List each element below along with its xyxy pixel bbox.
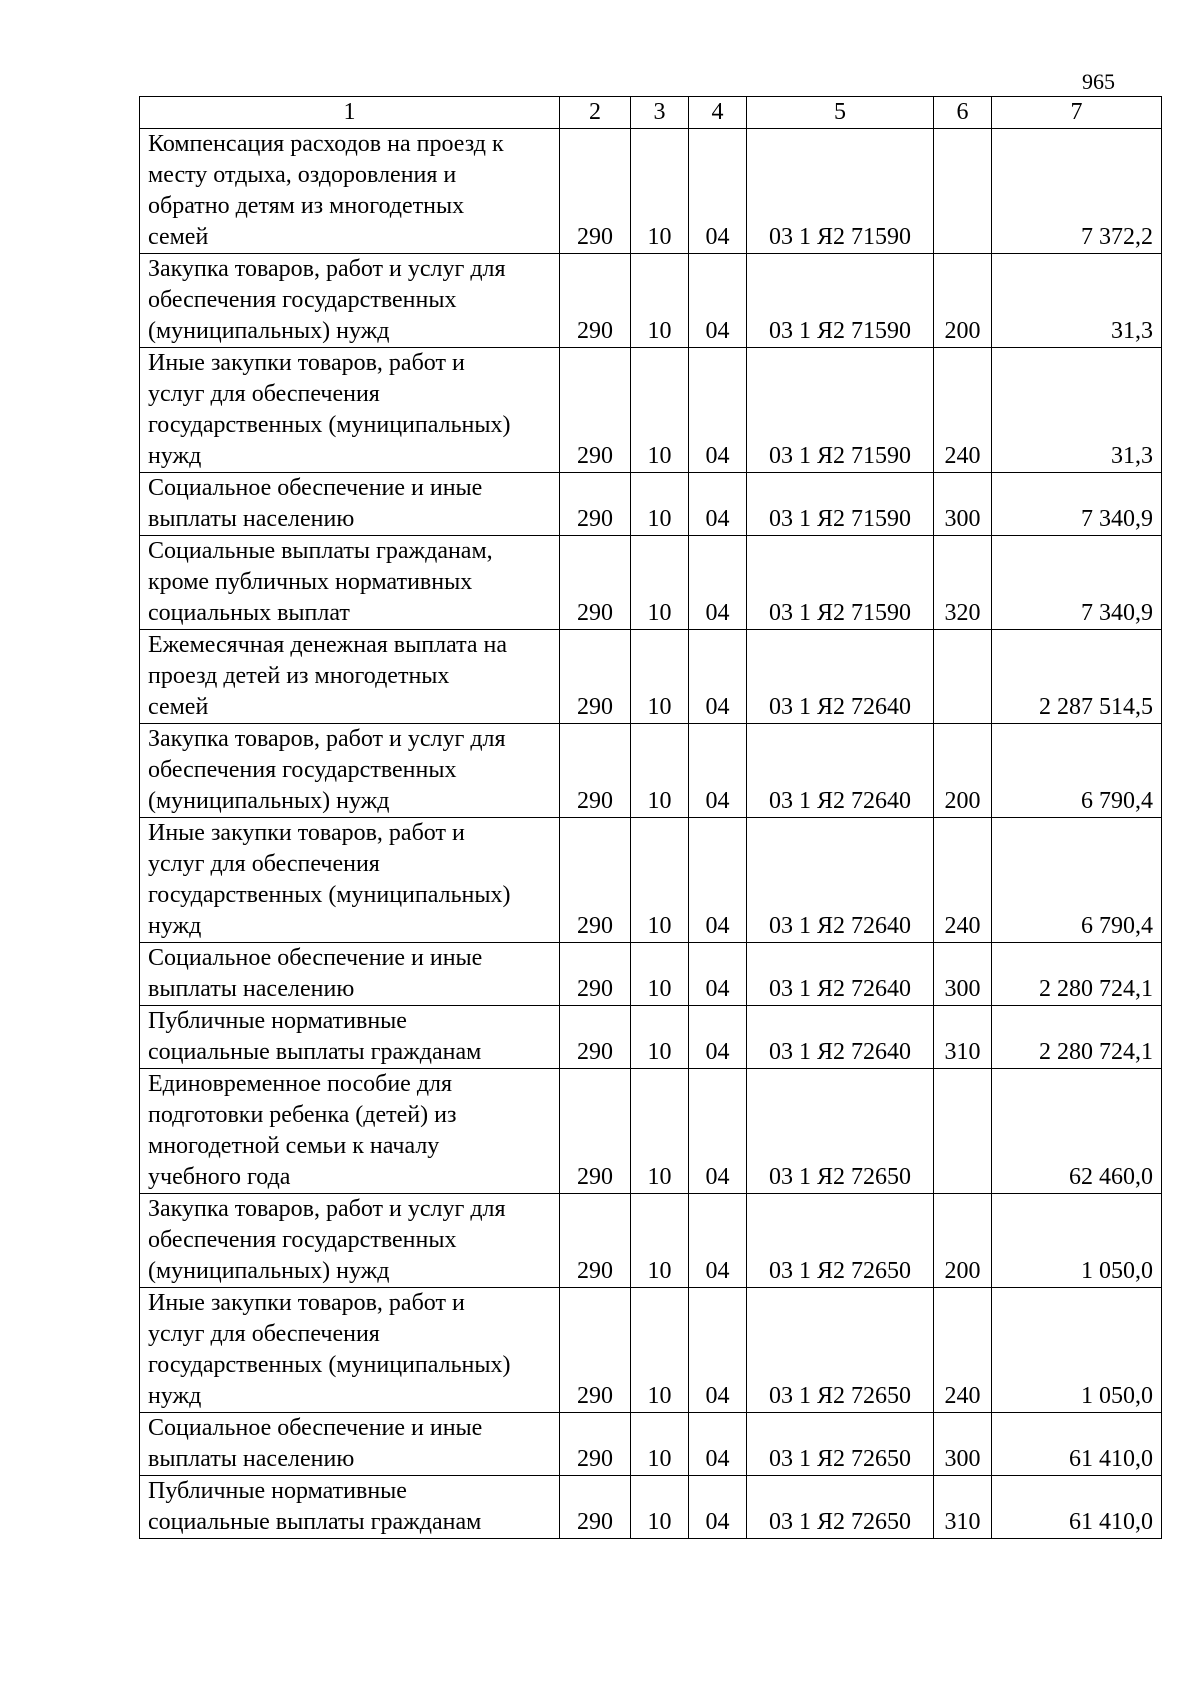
cell-col-6: 200 [934, 724, 992, 818]
cell-col-1 [140, 1413, 560, 1476]
table-row [140, 1288, 1162, 1413]
cell-col-7: 7 372,2 [992, 129, 1162, 254]
cell-col-7: 62 460,0 [992, 1069, 1162, 1194]
cell-col-4: 04 [689, 818, 747, 943]
cell-col-1 [140, 129, 560, 254]
cell-text-line: подготовки ребенка (детей) из [148, 1102, 457, 1128]
cell-col-4: 04 [689, 1194, 747, 1288]
cell-col-5: 03 1 Я2 71590 [747, 536, 934, 630]
cell-col-7: 2 280 724,1 [992, 943, 1162, 1006]
cell-text-line: семей [148, 694, 209, 720]
cell-col-7: 2 280 724,1 [992, 1006, 1162, 1069]
cell-text-line: Иные закупки товаров, работ и [148, 820, 465, 846]
cell-col-2: 290 [560, 1006, 631, 1069]
cell-col-6: 240 [934, 818, 992, 943]
cell-col-5: 03 1 Я2 72650 [747, 1194, 934, 1288]
cell-text-line: Единовременное пособие для [148, 1071, 453, 1097]
cell-col-7: 61 410,0 [992, 1476, 1162, 1539]
cell-col-4: 04 [689, 254, 747, 348]
cell-col-2: 290 [560, 348, 631, 473]
table-row [140, 473, 1162, 536]
table-row [140, 724, 1162, 818]
column-header-1: 1 [140, 97, 560, 129]
cell-col-2: 290 [560, 129, 631, 254]
cell-text-line: Иные закупки товаров, работ и [148, 1290, 465, 1316]
cell-text-line: Социальное обеспечение и иные [148, 945, 483, 971]
cell-col-2: 290 [560, 1069, 631, 1194]
cell-col-3: 10 [631, 630, 689, 724]
cell-col-6: 240 [934, 348, 992, 473]
cell-col-7: 31,3 [992, 254, 1162, 348]
cell-col-3: 10 [631, 1194, 689, 1288]
cell-text-line: учебного года [148, 1164, 291, 1190]
page-number: 965 [1082, 69, 1115, 94]
cell-text-line: кроме публичных нормативных [148, 569, 473, 595]
cell-col-4: 04 [689, 1006, 747, 1069]
cell-text-line: государственных (муниципальных) [148, 882, 511, 908]
table-row [140, 254, 1162, 348]
cell-text-line: выплаты населению [148, 1446, 355, 1472]
cell-col-2: 290 [560, 473, 631, 536]
cell-col-3: 10 [631, 1006, 689, 1069]
budget-table [139, 96, 1162, 1539]
cell-text-line: обратно детям из многодетных [148, 193, 465, 219]
cell-col-5: 03 1 Я2 72640 [747, 630, 934, 724]
cell-col-1 [140, 348, 560, 473]
cell-col-2: 290 [560, 254, 631, 348]
cell-text-line: многодетной семьи к началу [148, 1133, 440, 1159]
cell-text-line: обеспечения государственных [148, 1227, 457, 1253]
table-row [140, 1476, 1162, 1539]
cell-col-2: 290 [560, 818, 631, 943]
cell-col-6: 200 [934, 254, 992, 348]
cell-text-line: услуг для обеспечения [148, 851, 380, 877]
cell-text-line: Ежемесячная денежная выплата на [148, 632, 508, 658]
cell-text-line: социальные выплаты гражданам [148, 1509, 482, 1535]
cell-col-4: 04 [689, 1288, 747, 1413]
cell-col-3: 10 [631, 818, 689, 943]
column-header-4: 4 [689, 97, 747, 129]
cell-col-5: 03 1 Я2 71590 [747, 129, 934, 254]
cell-text-line: услуг для обеспечения [148, 381, 380, 407]
cell-col-2: 290 [560, 1413, 631, 1476]
cell-col-3: 10 [631, 724, 689, 818]
cell-text-line: (муниципальных) нужд [148, 788, 390, 814]
cell-text-line: государственных (муниципальных) [148, 1352, 511, 1378]
cell-col-3: 10 [631, 943, 689, 1006]
cell-col-3: 10 [631, 1413, 689, 1476]
cell-text-line: Публичные нормативные [148, 1008, 407, 1034]
table-row [140, 129, 1162, 254]
cell-col-5: 03 1 Я2 72640 [747, 943, 934, 1006]
cell-col-3: 10 [631, 254, 689, 348]
cell-col-3: 10 [631, 536, 689, 630]
table-row [140, 348, 1162, 473]
table-row [140, 1194, 1162, 1288]
cell-col-1 [140, 724, 560, 818]
cell-col-2: 290 [560, 536, 631, 630]
table-row [140, 943, 1162, 1006]
cell-text-line: выплаты населению [148, 976, 355, 1002]
cell-text-line: обеспечения государственных [148, 757, 457, 783]
cell-text-line: Социальное обеспечение и иные [148, 1415, 483, 1441]
cell-col-1 [140, 943, 560, 1006]
cell-col-5: 03 1 Я2 71590 [747, 473, 934, 536]
cell-col-6: 320 [934, 536, 992, 630]
cell-col-2: 290 [560, 724, 631, 818]
cell-col-3: 10 [631, 1069, 689, 1194]
cell-col-1 [140, 473, 560, 536]
cell-text-line: Иные закупки товаров, работ и [148, 350, 465, 376]
cell-col-5: 03 1 Я2 72650 [747, 1413, 934, 1476]
cell-col-4: 04 [689, 724, 747, 818]
column-header-7: 7 [992, 97, 1162, 129]
cell-text-line: семей [148, 224, 209, 250]
cell-text-line: Закупка товаров, работ и услуг для [148, 726, 506, 752]
cell-col-1 [140, 1194, 560, 1288]
cell-text-line: (муниципальных) нужд [148, 318, 390, 344]
cell-text-line: Закупка товаров, работ и услуг для [148, 1196, 506, 1222]
cell-col-5: 03 1 Я2 72650 [747, 1288, 934, 1413]
cell-col-7: 7 340,9 [992, 536, 1162, 630]
cell-col-7: 61 410,0 [992, 1413, 1162, 1476]
cell-col-7: 1 050,0 [992, 1194, 1162, 1288]
table-row [140, 536, 1162, 630]
cell-col-1 [140, 630, 560, 724]
cell-col-2: 290 [560, 1194, 631, 1288]
cell-col-6: 310 [934, 1006, 992, 1069]
cell-text-line: государственных (муниципальных) [148, 412, 511, 438]
cell-col-5: 03 1 Я2 72650 [747, 1069, 934, 1194]
cell-col-5: 03 1 Я2 72640 [747, 724, 934, 818]
cell-text-line: Социальные выплаты гражданам, [148, 538, 493, 564]
cell-col-4: 04 [689, 536, 747, 630]
cell-col-2: 290 [560, 943, 631, 1006]
cell-col-6: 300 [934, 1413, 992, 1476]
cell-text-line: (муниципальных) нужд [148, 1258, 390, 1284]
cell-col-3: 10 [631, 1476, 689, 1539]
cell-col-6: 300 [934, 473, 992, 536]
cell-col-4: 04 [689, 1476, 747, 1539]
cell-col-2: 290 [560, 1288, 631, 1413]
cell-col-3: 10 [631, 129, 689, 254]
cell-text-line: социальных выплат [148, 600, 350, 626]
cell-col-7: 7 340,9 [992, 473, 1162, 536]
cell-col-1 [140, 1288, 560, 1413]
cell-col-4: 04 [689, 1069, 747, 1194]
cell-col-4: 04 [689, 473, 747, 536]
cell-text-line: социальные выплаты гражданам [148, 1039, 482, 1065]
cell-col-7: 2 287 514,5 [992, 630, 1162, 724]
cell-text-line: выплаты населению [148, 506, 355, 532]
cell-text-line: нужд [148, 913, 202, 939]
cell-col-7: 6 790,4 [992, 818, 1162, 943]
cell-col-4: 04 [689, 943, 747, 1006]
cell-col-5: 03 1 Я2 71590 [747, 254, 934, 348]
cell-col-7: 6 790,4 [992, 724, 1162, 818]
cell-col-6: 200 [934, 1194, 992, 1288]
cell-col-6: 300 [934, 943, 992, 1006]
cell-col-4: 04 [689, 630, 747, 724]
cell-text-line: месту отдыха, оздоровления и [148, 162, 457, 188]
cell-text-line: нужд [148, 443, 202, 469]
cell-col-1 [140, 818, 560, 943]
cell-col-5: 03 1 Я2 72640 [747, 818, 934, 943]
cell-col-1 [140, 1069, 560, 1194]
table-row [140, 1006, 1162, 1069]
cell-col-3: 10 [631, 348, 689, 473]
cell-text-line: услуг для обеспечения [148, 1321, 380, 1347]
cell-col-6 [934, 129, 992, 254]
column-header-3: 3 [631, 97, 689, 129]
table-row [140, 1413, 1162, 1476]
cell-text-line: Компенсация расходов на проезд к [148, 131, 504, 157]
cell-col-6 [934, 630, 992, 724]
cell-col-6 [934, 1069, 992, 1194]
table-row [140, 630, 1162, 724]
table-row [140, 818, 1162, 943]
cell-col-5: 03 1 Я2 71590 [747, 348, 934, 473]
cell-col-2: 290 [560, 1476, 631, 1539]
cell-col-5: 03 1 Я2 72650 [747, 1476, 934, 1539]
cell-col-1 [140, 254, 560, 348]
cell-col-1 [140, 1006, 560, 1069]
cell-col-4: 04 [689, 348, 747, 473]
cell-col-3: 10 [631, 1288, 689, 1413]
cell-col-2: 290 [560, 630, 631, 724]
column-header-5: 5 [747, 97, 934, 129]
cell-text-line: Социальное обеспечение и иные [148, 475, 483, 501]
cell-col-7: 1 050,0 [992, 1288, 1162, 1413]
cell-text-line: обеспечения государственных [148, 287, 457, 313]
cell-col-1 [140, 1476, 560, 1539]
cell-col-5: 03 1 Я2 72640 [747, 1006, 934, 1069]
cell-col-6: 240 [934, 1288, 992, 1413]
cell-col-7: 31,3 [992, 348, 1162, 473]
cell-col-3: 10 [631, 473, 689, 536]
cell-col-6: 310 [934, 1476, 992, 1539]
cell-text-line: Публичные нормативные [148, 1478, 407, 1504]
cell-col-1 [140, 536, 560, 630]
cell-text-line: Закупка товаров, работ и услуг для [148, 256, 506, 282]
cell-col-4: 04 [689, 1413, 747, 1476]
table-row [140, 1069, 1162, 1194]
cell-col-4: 04 [689, 129, 747, 254]
cell-text-line: нужд [148, 1383, 202, 1409]
cell-text-line: проезд детей из многодетных [148, 663, 450, 689]
column-header-6: 6 [934, 97, 992, 129]
column-header-2: 2 [560, 97, 631, 129]
table-body [140, 129, 1162, 1539]
header-row [140, 97, 1162, 129]
